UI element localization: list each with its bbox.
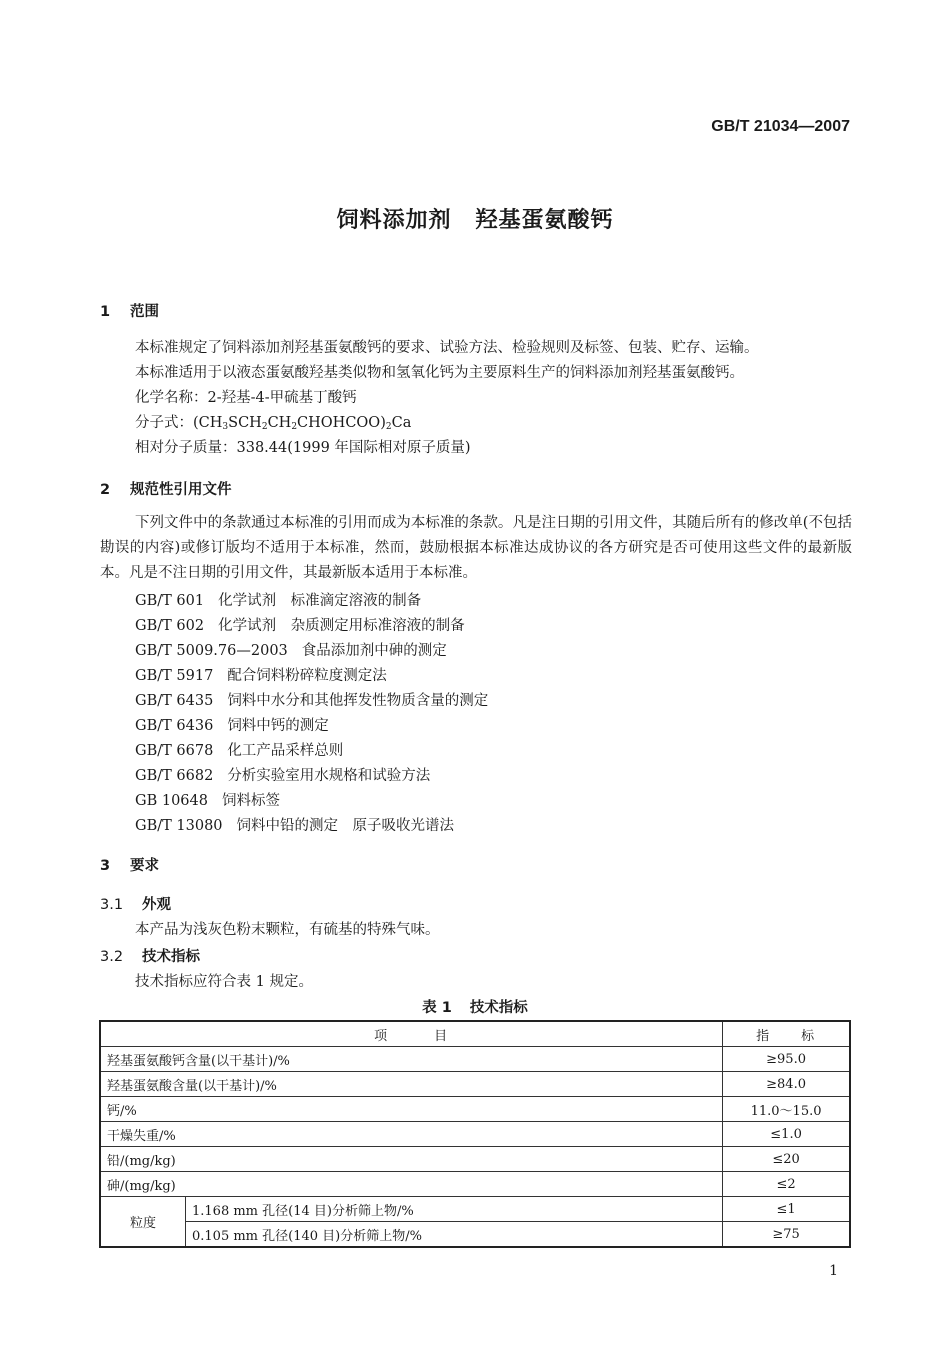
section-title: 要求 (130, 858, 159, 874)
molecular-weight: 相对分子质量：338.44(1999 年国际相对原子质量) (135, 440, 471, 456)
row-item: 1.168 mm 孔径(14 目)分析筛上物/% (186, 1197, 723, 1222)
table-row (100, 1122, 850, 1147)
reference-item: GB/T 13080 饲料中铅的测定 原子吸收光谱法 (135, 818, 455, 834)
table-row (100, 1222, 850, 1248)
title-part-2: 羟基蛋氨酸钙 (475, 208, 614, 233)
table-row (100, 1097, 850, 1122)
subsection-number: 3.2 (100, 949, 124, 965)
molecular-formula: 分子式：$(CH_3SCH_2CH_2CHOHCOO)_2Ca$ (135, 415, 412, 432)
section-1-heading (100, 300, 159, 321)
table-header-row (100, 1021, 850, 1047)
row-value: ≥75 (723, 1222, 850, 1248)
spec-table (99, 1020, 851, 1248)
appearance-text: 本产品为浅灰色粉末颗粒，有硫基的特殊气味。 (135, 922, 440, 938)
table-row (100, 1047, 850, 1072)
chemical-name: 化学名称：2-羟基-4-甲硫基丁酸钙 (135, 390, 357, 406)
table-number: 表 1 (422, 1000, 452, 1016)
table-row (100, 1147, 850, 1172)
reference-item: GB/T 601 化学试剂 标准滴定溶液的制备 (135, 593, 422, 609)
row-item: 钙/% (100, 1097, 723, 1122)
section-2-heading (100, 478, 232, 499)
page-number: 1 (829, 1263, 838, 1279)
subsection-number: 3.1 (100, 897, 124, 913)
reference-item: GB/T 5917 配合饲料粉碎粒度测定法 (135, 668, 387, 684)
row-item: 羟基蛋氨酸钙含量(以干基计)/% (100, 1047, 723, 1072)
reference-item: GB 10648 饲料标签 (135, 793, 280, 809)
table-caption (0, 996, 950, 1017)
row-value: 11.0～15.0 (723, 1097, 850, 1122)
reference-item: GB/T 6435 饲料中水分和其他挥发性物质含量的测定 (135, 693, 489, 709)
subsection-title: 外观 (142, 897, 171, 913)
row-value: ≤1 (723, 1197, 850, 1222)
reference-item: GB/T 6678 化工产品采样总则 (135, 743, 344, 759)
section-number: 1 (100, 304, 111, 320)
subsection-3-2-heading (100, 945, 200, 966)
row-item: 干燥失重/% (100, 1122, 723, 1147)
header-item: 项 目 (100, 1021, 723, 1047)
table-title: 技术指标 (469, 1000, 528, 1016)
scope-paragraph-1: 本标准规定了饲料添加剂羟基蛋氨酸钙的要求、试验方法、检验规则及标签、包装、贮存、运输。 (135, 340, 759, 356)
reference-item: GB/T 602 化学试剂 杂质测定用标准溶液的制备 (135, 618, 465, 634)
section-number: 2 (100, 482, 111, 498)
row-item: 砷/(mg/kg) (100, 1172, 723, 1197)
spec-reference-text: 技术指标应符合表 1 规定。 (135, 974, 313, 990)
reference-item: GB/T 6682 分析实验室用水规格和试验方法 (135, 768, 431, 784)
row-item: 羟基蛋氨酸含量(以干基计)/% (100, 1072, 723, 1097)
table-row (100, 1072, 850, 1097)
section-title: 规范性引用文件 (130, 482, 232, 498)
scope-paragraph-2: 本标准适用于以液态蛋氨酸羟基类似物和氢氧化钙为主要原料生产的饲料添加剂羟基蛋氨酸钙。 (135, 365, 744, 381)
reference-item: GB/T 6436 饲料中钙的测定 (135, 718, 329, 734)
subsection-title: 技术指标 (142, 949, 200, 965)
row-item: 铅/(mg/kg) (100, 1147, 723, 1172)
section-3-heading (100, 854, 159, 875)
references-intro: 下列文件中的条款通过本标准的引用而成为本标准的条款。凡是注日期的引用文件，其随后所有的修改单(不包括勘误的内容)或修订版均不适用于本标准，然而，鼓励根据本标准达成协议的各方研究是否可使用这些文件的最新版本。凡是不注日期的引用文件，其最新版本适用于本标准。 (100, 515, 852, 581)
row-value: ≤2 (723, 1172, 850, 1197)
section-number: 3 (100, 858, 111, 874)
reference-item: GB/T 5009.76—2003 食品添加剂中砷的测定 (135, 643, 447, 659)
page-title (0, 203, 950, 234)
standard-code: GB/T 21034—2007 (711, 118, 850, 135)
header-value: 指 标 (723, 1021, 850, 1047)
row-value: ≥95.0 (723, 1047, 850, 1072)
row-item: 0.105 mm 孔径(140 目)分析筛上物/% (186, 1222, 723, 1248)
row-value: ≥84.0 (723, 1072, 850, 1097)
title-part-1: 饲料添加剂 (336, 208, 452, 233)
table-row (100, 1172, 850, 1197)
table-row (100, 1197, 850, 1222)
subsection-3-1-heading (100, 893, 171, 914)
granularity-label: 粒度 (100, 1197, 186, 1248)
row-value: ≤1.0 (723, 1122, 850, 1147)
row-value: ≤20 (723, 1147, 850, 1172)
section-title: 范围 (130, 304, 159, 320)
